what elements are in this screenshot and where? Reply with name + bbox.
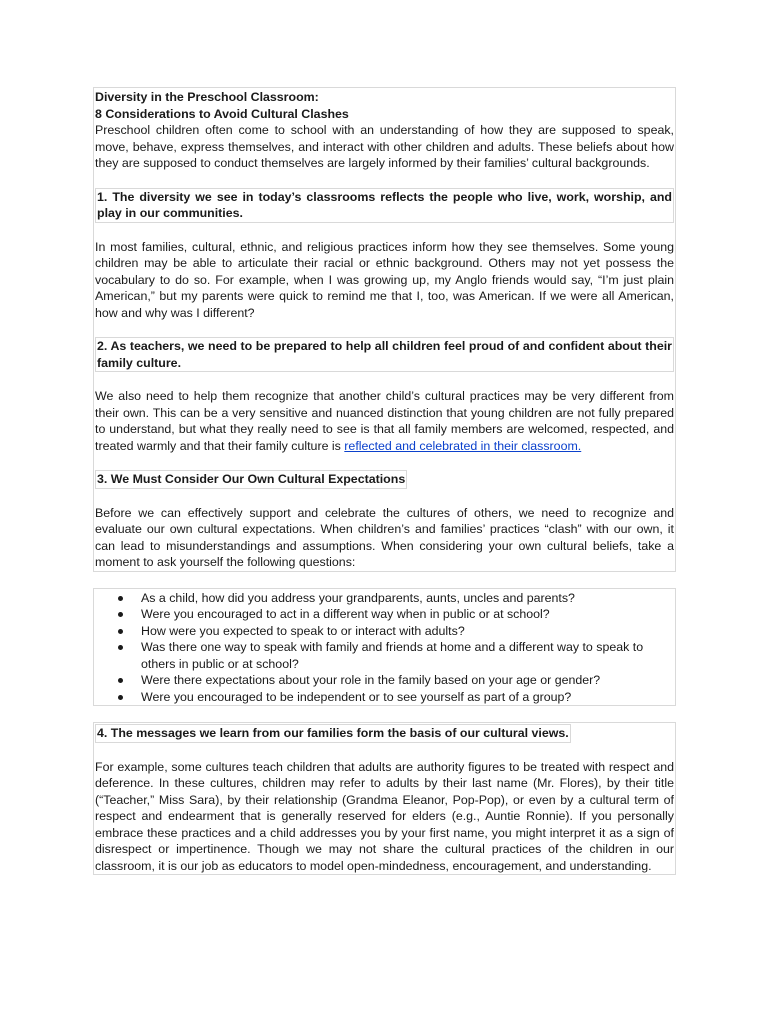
questions-block bbox=[93, 588, 676, 707]
questions-list bbox=[95, 590, 674, 706]
list-item: How were you expected to speak to or interact with adults? bbox=[141, 623, 672, 640]
list-item: Was there one way to speak with family and friends at home and a different way to speak to others in public or at school? bbox=[141, 639, 672, 672]
document-subtitle: 8 Considerations to Avoid Cultural Clashes bbox=[95, 106, 349, 121]
list-item: As a child, how did you address your grandparents, aunts, uncles and parents? bbox=[141, 590, 672, 607]
intro-paragraph: Preschool children often come to school with an understanding of how they are supposed to speak, move, behave, express themselves, and interact with other children and adults. These beliefs about how they are supposed to conduct themselves are largely informed by their families’ cultural backgrounds. bbox=[95, 123, 674, 170]
list-item: Were there expectations about your role in the family based on your age or gender? bbox=[141, 672, 672, 689]
section-1-paragraph: In most families, cultural, ethnic, and religious practices inform how they see themselves. Some young children may be able to articulate their racial or ethnic background. Others may not yet possess the vocabulary to do so. For example, when I was growing up, my Anglo friends would say, “I’m just plain American,” but my parents were quick to remind me that I, too, was American. If we were all American, how and why was I different? bbox=[95, 239, 674, 320]
section-2-heading: 2. As teachers, we need to be prepared to help all children feel proud of and confident about their family culture. bbox=[95, 337, 674, 372]
section-3-paragraph: Before we can effectively support and celebrate the cultures of others, we need to recognize and evaluate our own cultural expectations. When children’s and families’ practices “clash” with our own, it can lead to misunderstandings and assumptions. When considering your own cultural beliefs, take a moment to ask yourself the following questions: bbox=[95, 505, 674, 569]
document-title: Diversity in the Preschool Classroom: bbox=[95, 90, 319, 104]
intro-block bbox=[93, 87, 676, 572]
section-4-paragraph: For example, some cultures teach children that adults are authority figures to be treated with respect and deference. In these cultures, children may refer to adults by their last name (Mr. Flores), by their title (“Teacher,” Miss Sara), by their relationship (Grandma Eleanor, Pop-Pop), or even by a cultural term of respect and endearment that is generally reserved for elders (e.g., Auntie Ronnie). If you personally embrace these practices and a child addresses you by your first name, you might interpret it as a sign of disrespect or impertinence. Though we may not share the cultural practices of the children in our classroom, it is our job as educators to model open-mindedness, encouragement, and understanding. bbox=[95, 759, 674, 873]
list-item: Were you encouraged to act in a different way when in public or at school? bbox=[141, 606, 672, 623]
document-page bbox=[93, 87, 676, 875]
section-4-block bbox=[93, 722, 676, 875]
list-item: Were you encouraged to be independent or to see yourself as part of a group? bbox=[141, 689, 672, 706]
section-2-paragraph-text: We also need to help them recognize that another child’s cultural practices may be very different from their own. This can be a very sensitive and nuanced distinction that young children are not fully prepared to understand, but what they really need to see is that all family members are welcomed, respected, and treated warmly and that their family culture is bbox=[95, 389, 674, 453]
section-1-heading: 1. The diversity we see in today’s classrooms reflects the people who live, work, worship, and play in our communities. bbox=[95, 188, 674, 223]
reflected-celebrated-link[interactable]: reflected and celebrated in their classroom. bbox=[344, 438, 582, 453]
section-2-paragraph bbox=[95, 388, 674, 454]
section-4-heading: 4. The messages we learn from our families form the basis of our cultural views. bbox=[95, 724, 571, 743]
section-3-heading: 3. We Must Consider Our Own Cultural Expectations bbox=[95, 470, 407, 489]
